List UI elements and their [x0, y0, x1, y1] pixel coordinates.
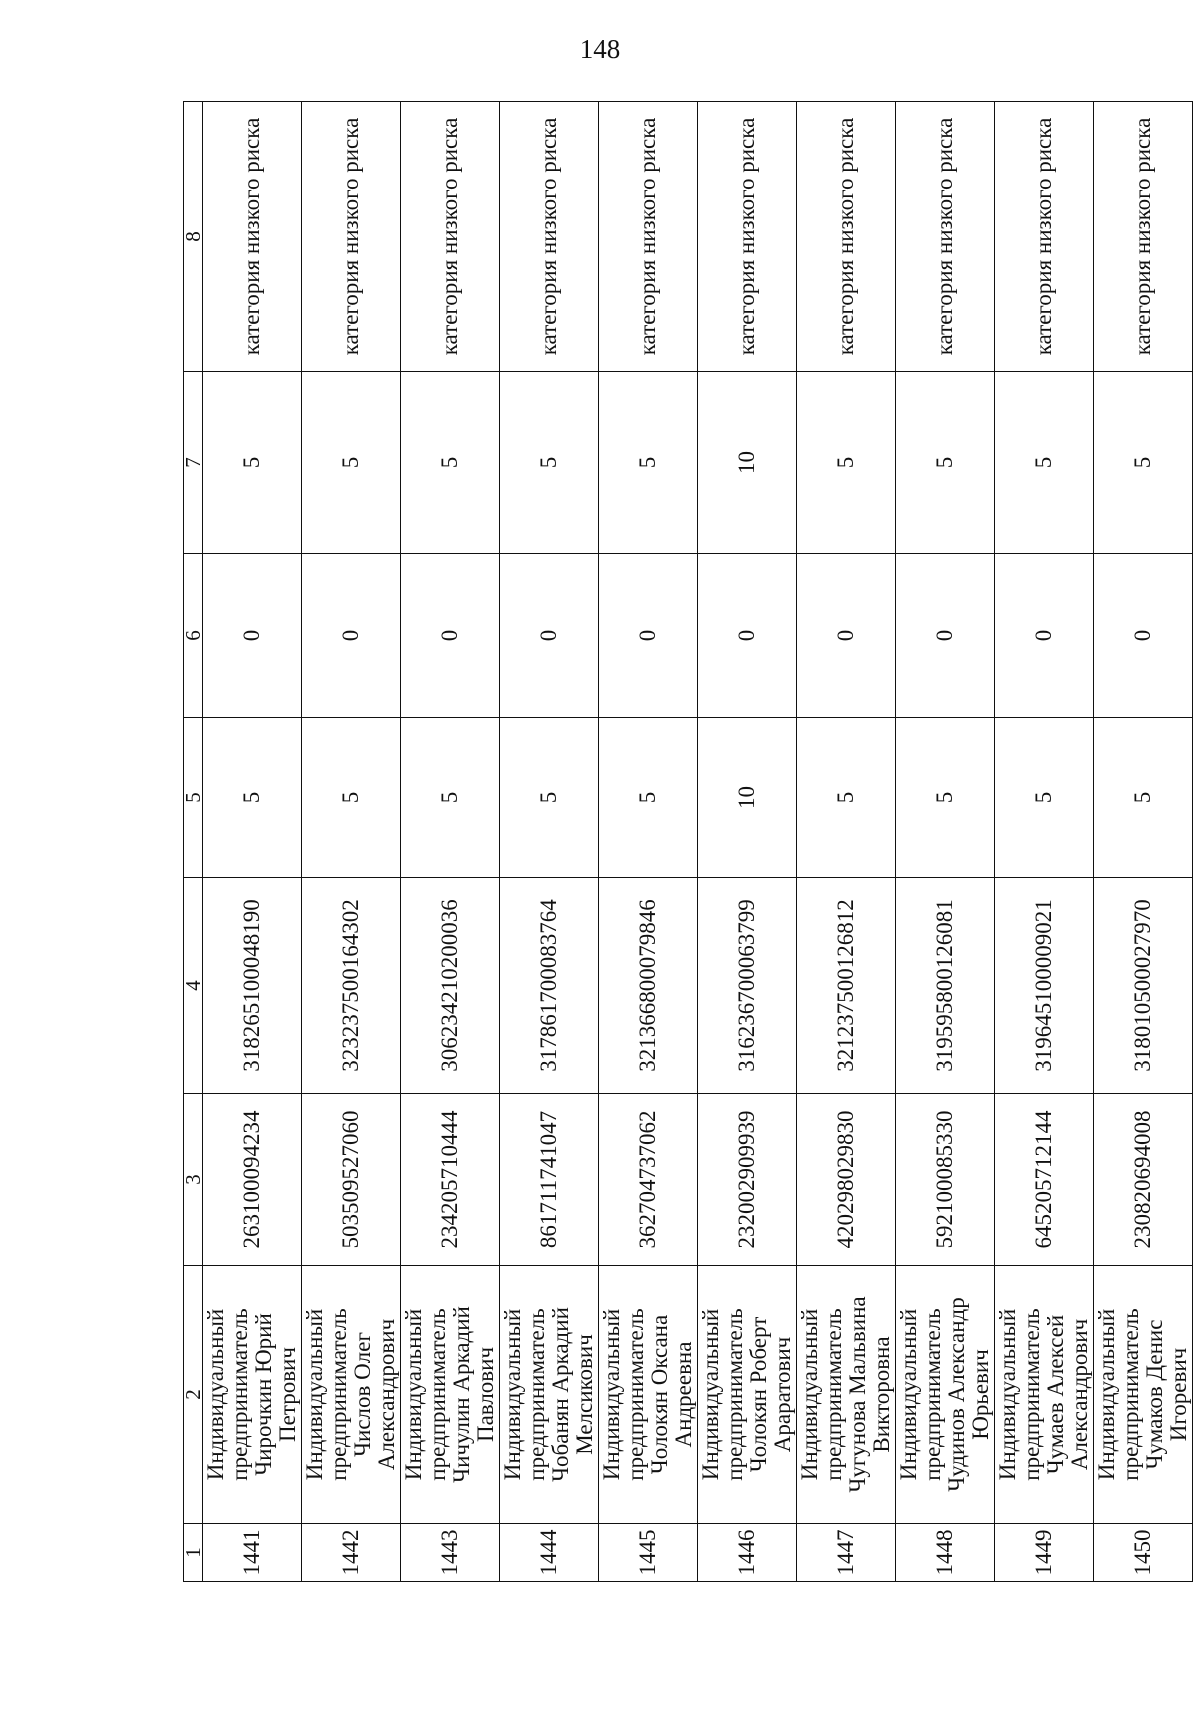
table-row: [500, 102, 599, 1582]
table-row: [599, 102, 698, 1582]
column-6-cell: 0: [599, 554, 698, 718]
row-number-cell: 1444: [500, 1524, 599, 1582]
column-header: 7: [184, 372, 203, 554]
column-7-cell: 5: [1094, 372, 1193, 554]
column-header: 8: [184, 102, 203, 372]
column-header: 3: [184, 1094, 203, 1266]
column-7-cell: 10: [698, 372, 797, 554]
risk-category-cell: категория низкого риска: [698, 102, 797, 372]
column-5-cell: 5: [896, 718, 995, 878]
entrepreneur-name-cell: Индивидуальный предприниматель Чирочкин Юрий Петрович: [203, 1266, 302, 1524]
column-6-cell: 0: [896, 554, 995, 718]
inn-cell: 234205710444: [401, 1094, 500, 1266]
ogrnip-cell: 317861700083764: [500, 878, 599, 1094]
ogrnip-cell: 318265100048190: [203, 878, 302, 1094]
risk-category-cell: категория низкого риска: [401, 102, 500, 372]
column-7-cell: 5: [500, 372, 599, 554]
inn-cell: 362704737062: [599, 1094, 698, 1266]
ogrnip-cell: 321366800079846: [599, 878, 698, 1094]
column-7-cell: 5: [302, 372, 401, 554]
table-row: [401, 102, 500, 1582]
column-6-cell: 0: [500, 554, 599, 718]
column-header: 2: [184, 1266, 203, 1524]
ogrnip-cell: 306234210200036: [401, 878, 500, 1094]
column-header: 5: [184, 718, 203, 878]
inn-cell: 592100085330: [896, 1094, 995, 1266]
entrepreneur-name-cell: Индивидуальный предприниматель Чолокян Оксана Андреевна: [599, 1266, 698, 1524]
ogrnip-cell: 323237500164302: [302, 878, 401, 1094]
entrepreneur-name-cell: Индивидуальный предприниматель Числов Олег Александрович: [302, 1266, 401, 1524]
header-row: [184, 102, 203, 1582]
column-7-cell: 5: [599, 372, 698, 554]
row-number-cell: 1449: [995, 1524, 1094, 1582]
column-5-cell: 10: [698, 718, 797, 878]
ogrnip-cell: 319595800126081: [896, 878, 995, 1094]
page-number: 148: [579, 34, 621, 64]
column-6-cell: 0: [995, 554, 1094, 718]
table-row: [995, 102, 1094, 1582]
risk-category-cell: категория низкого риска: [203, 102, 302, 372]
inn-cell: 420298029830: [797, 1094, 896, 1266]
column-7-cell: 5: [401, 372, 500, 554]
entrepreneur-name-cell: Индивидуальный предприниматель Чобанян Аркадий Мелсикович: [500, 1266, 599, 1524]
row-number-cell: 1441: [203, 1524, 302, 1582]
column-header: 1: [184, 1524, 203, 1582]
row-number-cell: 1445: [599, 1524, 698, 1582]
risk-category-cell: категория низкого риска: [995, 102, 1094, 372]
inn-cell: 645205712144: [995, 1094, 1094, 1266]
column-6-cell: 0: [698, 554, 797, 718]
row-number-cell: 1447: [797, 1524, 896, 1582]
ogrnip-cell: 316236700063799: [698, 878, 797, 1094]
inn-cell: 230820694008: [1094, 1094, 1193, 1266]
ogrnip-cell: 319645100009021: [995, 878, 1094, 1094]
row-number-cell: 1446: [698, 1524, 797, 1582]
column-5-cell: 5: [1094, 718, 1193, 878]
inn-cell: 263100094234: [203, 1094, 302, 1266]
ogrnip-cell: 318010500027970: [1094, 878, 1193, 1094]
column-7-cell: 5: [203, 372, 302, 554]
rotated-table-wrapper: [181, 102, 1191, 1582]
column-6-cell: 0: [797, 554, 896, 718]
risk-category-cell: категория низкого риска: [500, 102, 599, 372]
column-5-cell: 5: [995, 718, 1094, 878]
inn-cell: 232002909939: [698, 1094, 797, 1266]
risk-category-cell: категория низкого риска: [1094, 102, 1193, 372]
row-number-cell: 1442: [302, 1524, 401, 1582]
entrepreneur-name-cell: Индивидуальный предприниматель Чумаев Алексей Александрович: [995, 1266, 1094, 1524]
column-5-cell: 5: [599, 718, 698, 878]
column-5-cell: 5: [401, 718, 500, 878]
table-row: [896, 102, 995, 1582]
column-7-cell: 5: [797, 372, 896, 554]
column-6-cell: 0: [401, 554, 500, 718]
column-6-cell: 0: [302, 554, 401, 718]
risk-category-cell: категория низкого риска: [896, 102, 995, 372]
column-5-cell: 5: [302, 718, 401, 878]
risk-category-cell: категория низкого риска: [797, 102, 896, 372]
risk-category-cell: категория низкого риска: [599, 102, 698, 372]
column-header: 4: [184, 878, 203, 1094]
risk-category-cell: категория низкого риска: [302, 102, 401, 372]
column-6-cell: 0: [203, 554, 302, 718]
table-row: [797, 102, 896, 1582]
column-7-cell: 5: [896, 372, 995, 554]
column-5-cell: 5: [203, 718, 302, 878]
row-number-cell: 1450: [1094, 1524, 1193, 1582]
table-row: [1094, 102, 1193, 1582]
row-number-cell: 1448: [896, 1524, 995, 1582]
registry-table: [183, 101, 1193, 1582]
ogrnip-cell: 321237500126812: [797, 878, 896, 1094]
column-5-cell: 5: [797, 718, 896, 878]
entrepreneur-name-cell: Индивидуальный предприниматель Чумаков Денис Игоревич: [1094, 1266, 1193, 1524]
entrepreneur-name-cell: Индивидуальный предприниматель Чугунова Мальвина Викторовна: [797, 1266, 896, 1524]
inn-cell: 861711741047: [500, 1094, 599, 1266]
inn-cell: 503509527060: [302, 1094, 401, 1266]
column-7-cell: 5: [995, 372, 1094, 554]
row-number-cell: 1443: [401, 1524, 500, 1582]
entrepreneur-name-cell: Индивидуальный предприниматель Чичулин Аркадий Павлович: [401, 1266, 500, 1524]
entrepreneur-name-cell: Индивидуальный предприниматель Чудинов Александр Юрьевич: [896, 1266, 995, 1524]
column-header: 6: [184, 554, 203, 718]
entrepreneur-name-cell: Индивидуальный предприниматель Чолокян Роберт Араратович: [698, 1266, 797, 1524]
table-row: [302, 102, 401, 1582]
column-6-cell: 0: [1094, 554, 1193, 718]
table-row: [698, 102, 797, 1582]
table-row: [203, 102, 302, 1582]
column-5-cell: 5: [500, 718, 599, 878]
